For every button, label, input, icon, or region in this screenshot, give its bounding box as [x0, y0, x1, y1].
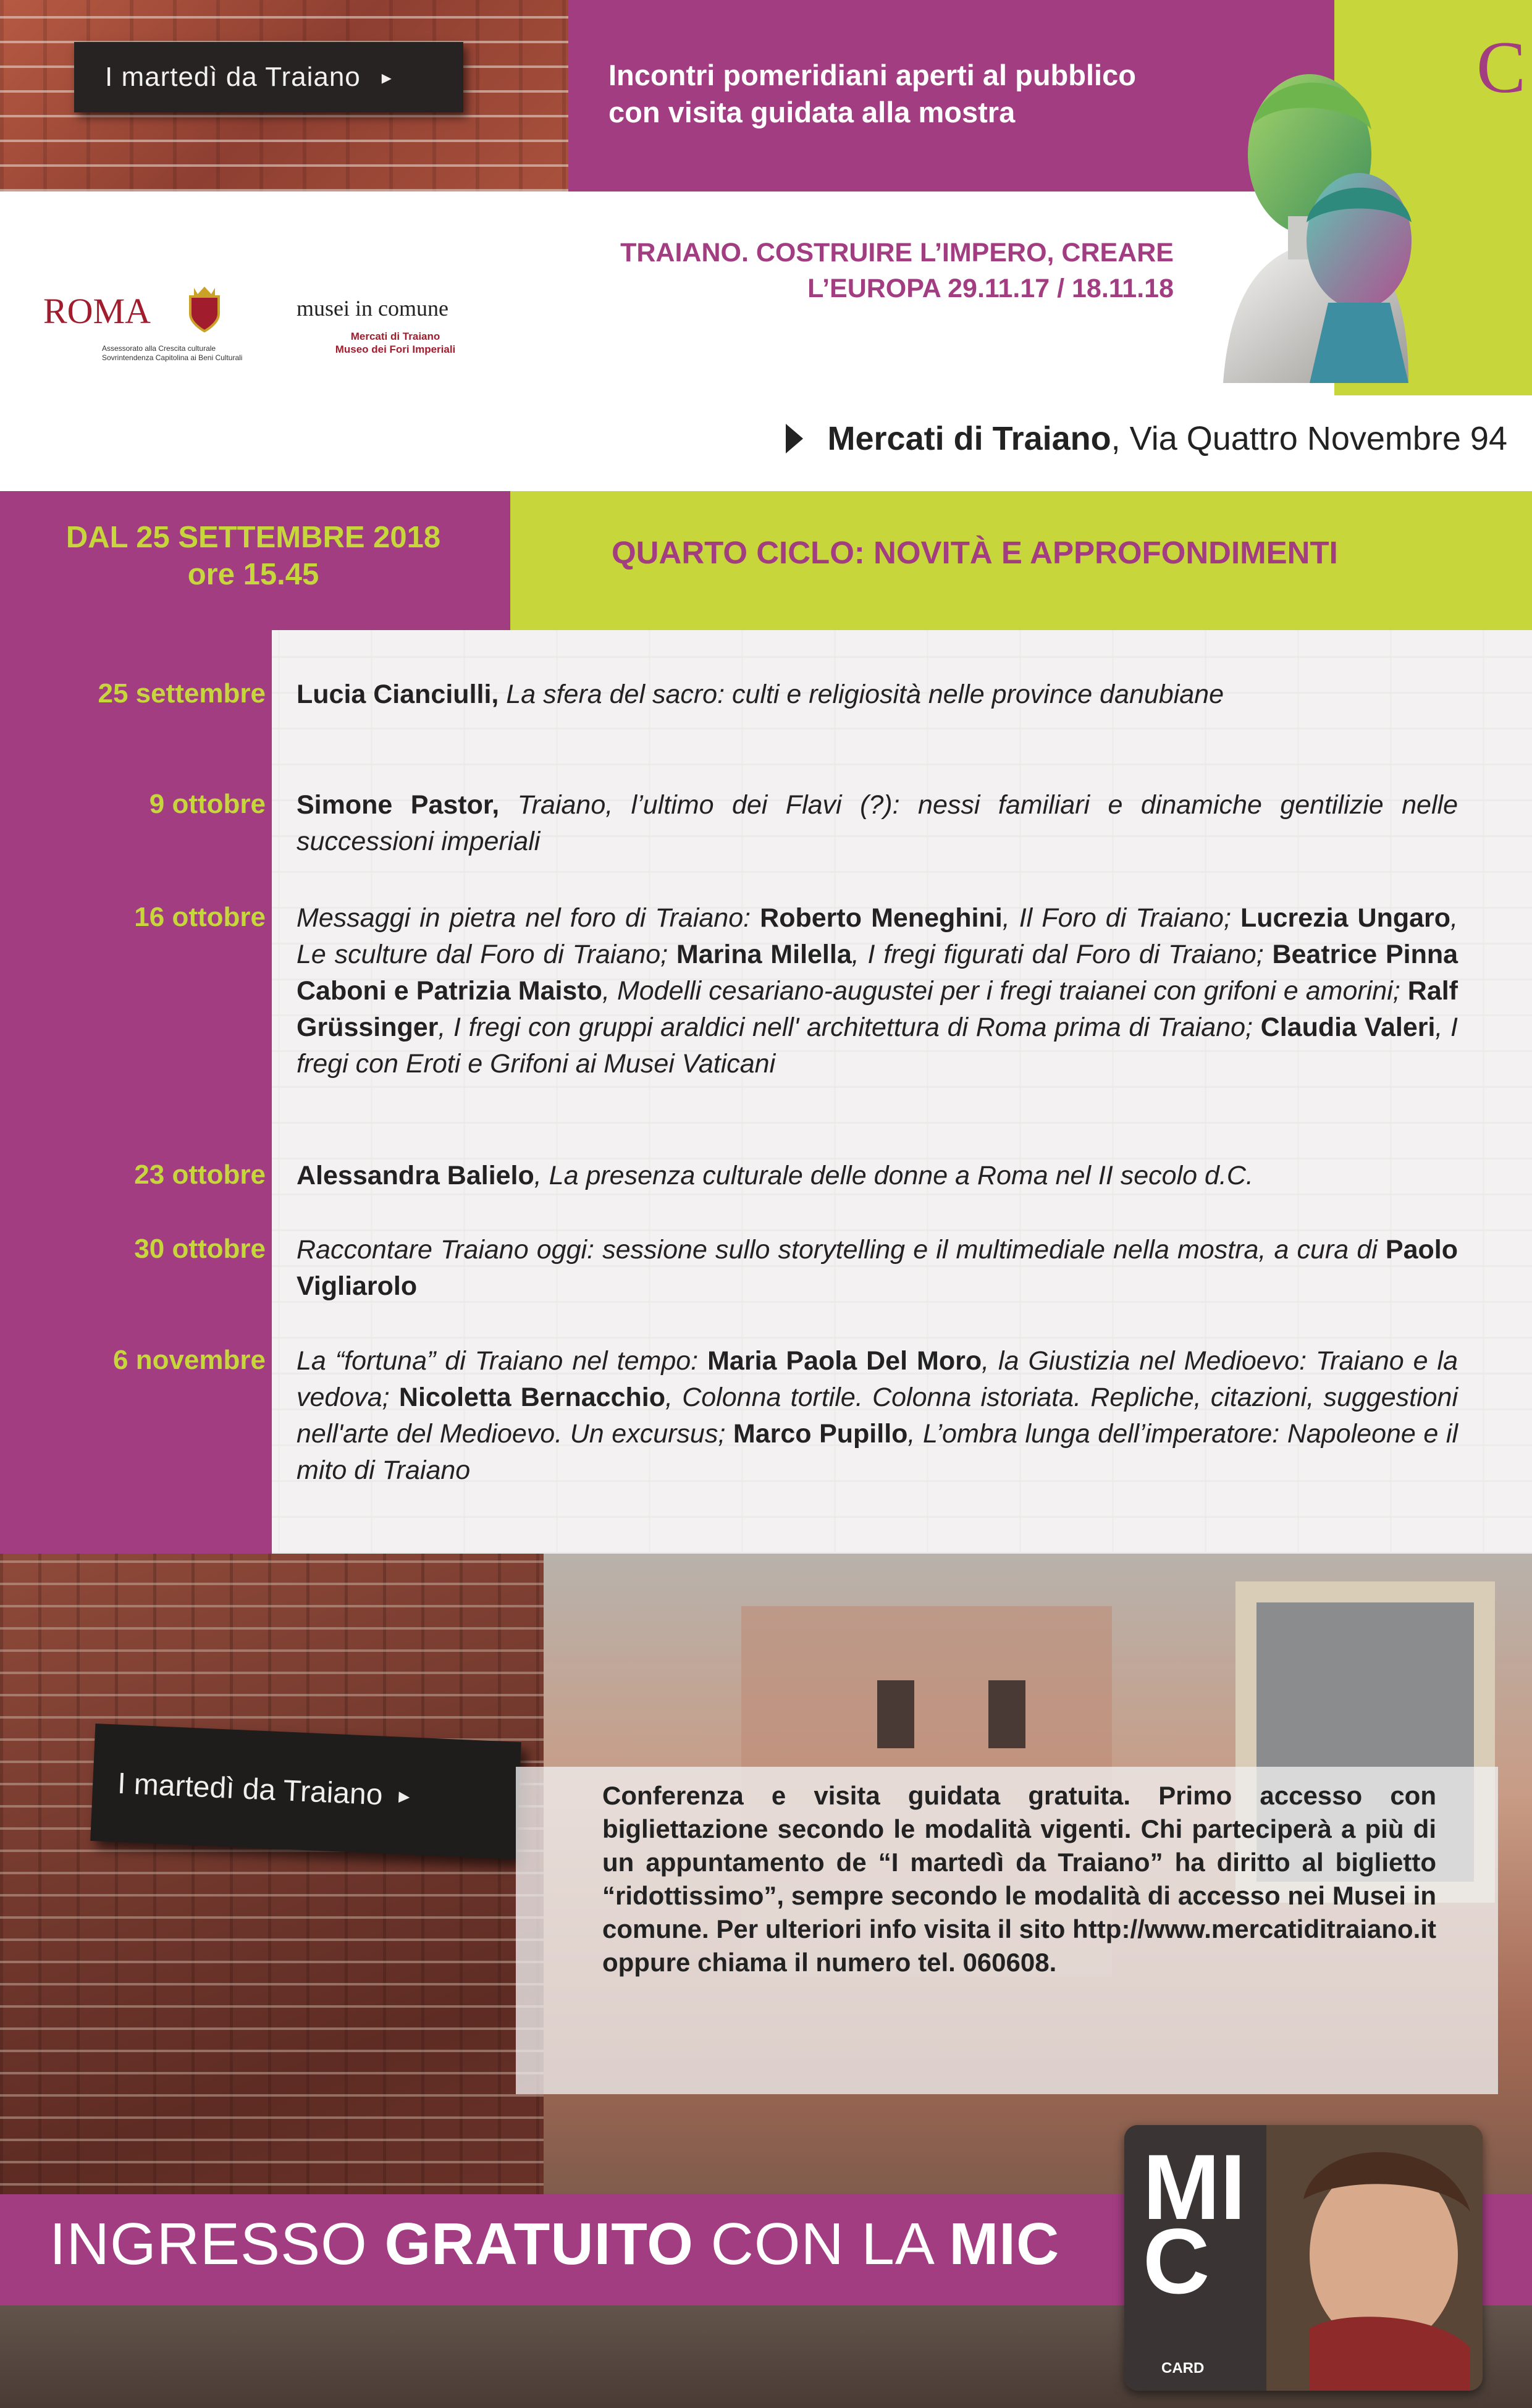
- event-speaker: Marina Milella: [676, 940, 852, 969]
- mic-card-letters: MIC: [1143, 2135, 1246, 2313]
- event-speaker: Ralf Grüssinger: [297, 976, 1458, 1042]
- event-date: 30 ottobre: [134, 1234, 266, 1264]
- photo-window: [988, 1680, 1025, 1748]
- event-description: [297, 676, 1458, 713]
- exhibition-title-line-2: L’EUROPA 29.11.17 / 18.11.18: [807, 274, 1174, 303]
- event-speaker: Alessandra Balielo: [297, 1161, 534, 1190]
- event-speaker: Simone Pastor,: [297, 790, 500, 820]
- roma-wordmark: ROMA: [43, 291, 151, 331]
- play-arrow-icon: ▸: [398, 1782, 411, 1809]
- banner-part-1: INGRESSO: [49, 2211, 385, 2277]
- header-sign: [74, 42, 463, 112]
- location: [680, 414, 1507, 463]
- event-date: 23 ottobre: [134, 1160, 266, 1190]
- event-speaker: Roberto Meneghini: [760, 903, 1003, 933]
- event-title: La “fortuna” di Traiano nel tempo:: [297, 1346, 708, 1376]
- header-tagline: [608, 57, 1288, 131]
- programme-dates: [25, 519, 482, 593]
- roma-caption-1: Assessorato alla Crescita culturale: [102, 344, 216, 353]
- photo-window: [877, 1680, 914, 1748]
- event-title: Traiano, l’ultimo dei Flavi (?): nessi familiari e dinamiche gentilizie nelle successioni imperiali: [297, 790, 1458, 856]
- event-speaker: Lucrezia Ungaro: [1240, 903, 1451, 933]
- cycle-title: QUARTO CICLO: NOVITÀ E APPROFONDIMENTI: [612, 535, 1338, 570]
- event-title: Raccontare Traiano oggi: sessione sullo storytelling e il multimediale nella mostra, a cura di: [297, 1235, 1386, 1265]
- programme-date-column: [0, 491, 272, 1554]
- event-date: 16 ottobre: [134, 902, 266, 932]
- play-triangle-icon: [786, 424, 803, 453]
- event-title: , La presenza culturale delle donne a Roma nel II secolo d.C.: [534, 1161, 1253, 1190]
- event-date: 6 novembre: [113, 1345, 266, 1375]
- event-title: , la Giustizia nel Medioevo: Traiano e la vedova;: [297, 1346, 1458, 1412]
- mic-card: [1124, 2125, 1483, 2391]
- trajan-bust-illustration: [1205, 37, 1439, 383]
- event-description: [297, 1232, 1458, 1305]
- exhibition-title-line-1: TRAIANO. COSTRUIRE L’IMPERO, CREARE: [620, 238, 1174, 267]
- event-description: [297, 1158, 1458, 1194]
- event-speaker: Lucia Cianciulli,: [297, 680, 499, 709]
- event-title: , Colonna tortile. Colonna istoriata. Repliche, citazioni, suggestioni nell'arte del Medioevo. Un excursus;: [297, 1383, 1458, 1449]
- header-tagline-line-1: Incontri pomeridiani aperti al pubblico: [608, 59, 1136, 91]
- event-title: , Il Foro di Traiano;: [1002, 903, 1241, 933]
- programme-dates-line-2: ore 15.45: [187, 558, 319, 591]
- event-description: [297, 1343, 1458, 1489]
- banner-part-3: CON LA: [693, 2211, 949, 2277]
- banner-text: [49, 2210, 1059, 2278]
- event-speaker: Beatrice Pinna Caboni e Patrizia Maisto: [297, 940, 1458, 1006]
- event-title: , Modelli cesariano-augustei per i fregi traianei con grifoni e amorini;: [602, 976, 1408, 1006]
- event-title: Messaggi in pietra nel foro di Traiano:: [297, 903, 760, 933]
- roma-caption-2: Sovrintendenza Capitolina ai Beni Culturali: [102, 353, 243, 362]
- mic-card-label: CARD: [1161, 2360, 1205, 2376]
- info-text: Conferenza e visita guidata gratuita. Primo accesso con bigliettazione secondo le modalità vigenti. Chi parteciperà a più di un appuntamento de “I martedì da Traiano” ha diritto al biglietto “ridottissimo”, sempre secondo le modalità di accesso nei Musei in comune. Per ulteriori info visita il sito http://www.mercatiditraiano.it oppure chiama il numero tel. 060608.: [602, 1781, 1436, 1977]
- header-tagline-line-2: con visita guidata alla mostra: [608, 96, 1016, 128]
- event-title: , I fregi con Eroti e Grifoni ai Musei Vaticani: [297, 1012, 1458, 1079]
- musei-sub-1: Mercati di Traiano: [350, 330, 440, 342]
- event-title: , I fregi figurati dal Foro di Traiano;: [851, 940, 1273, 969]
- event-speaker: Marco Pupillo: [733, 1419, 908, 1449]
- event-title: La sfera del sacro: culti e religiosità nelle province danubiane: [499, 680, 1224, 709]
- banner-part-2: GRATUITO: [384, 2211, 694, 2277]
- event-date: 25 settembre: [98, 678, 266, 709]
- event-speaker: Maria Paola Del Moro: [707, 1346, 982, 1376]
- exhibition-title: [544, 235, 1174, 306]
- play-arrow-icon: ▸: [381, 66, 392, 88]
- event-title: , Le sculture dal Foro di Traiano;: [297, 903, 1458, 969]
- corner-letter: C: [1476, 26, 1526, 108]
- musei-wordmark: musei in comune: [297, 296, 448, 321]
- roma-crest-icon: [185, 284, 224, 332]
- event-title: , I fregi con gruppi araldici nell' architettura di Roma prima di Traiano;: [438, 1012, 1261, 1042]
- banner-part-4: MIC: [949, 2211, 1060, 2277]
- location-address: , Via Quattro Novembre 94: [1111, 420, 1507, 457]
- event-title: , L’ombra lunga dell’imperatore: Napoleone e il mito di Traiano: [297, 1419, 1458, 1485]
- photo-sign: [90, 1724, 521, 1859]
- musei-sub-2: Museo dei Fori Imperiali: [335, 343, 456, 355]
- photo-sign-title: I martedì da Traiano: [117, 1767, 384, 1811]
- event-speaker: Claudia Valeri: [1260, 1012, 1436, 1042]
- header-sign-title: I martedì da Traiano: [105, 62, 361, 92]
- event-description: [297, 900, 1458, 1082]
- location-venue: Mercati di Traiano: [827, 420, 1111, 457]
- event-speaker: Nicoletta Bernacchio: [398, 1383, 665, 1412]
- programme-dates-line-1: DAL 25 SETTEMBRE 2018: [65, 521, 441, 554]
- event-date: 9 ottobre: [149, 789, 266, 819]
- logo-musei-in-comune: [297, 295, 494, 356]
- event-description: [297, 787, 1458, 860]
- event-speaker: Paolo Vigliarolo: [297, 1235, 1458, 1301]
- logo-roma: [43, 290, 247, 363]
